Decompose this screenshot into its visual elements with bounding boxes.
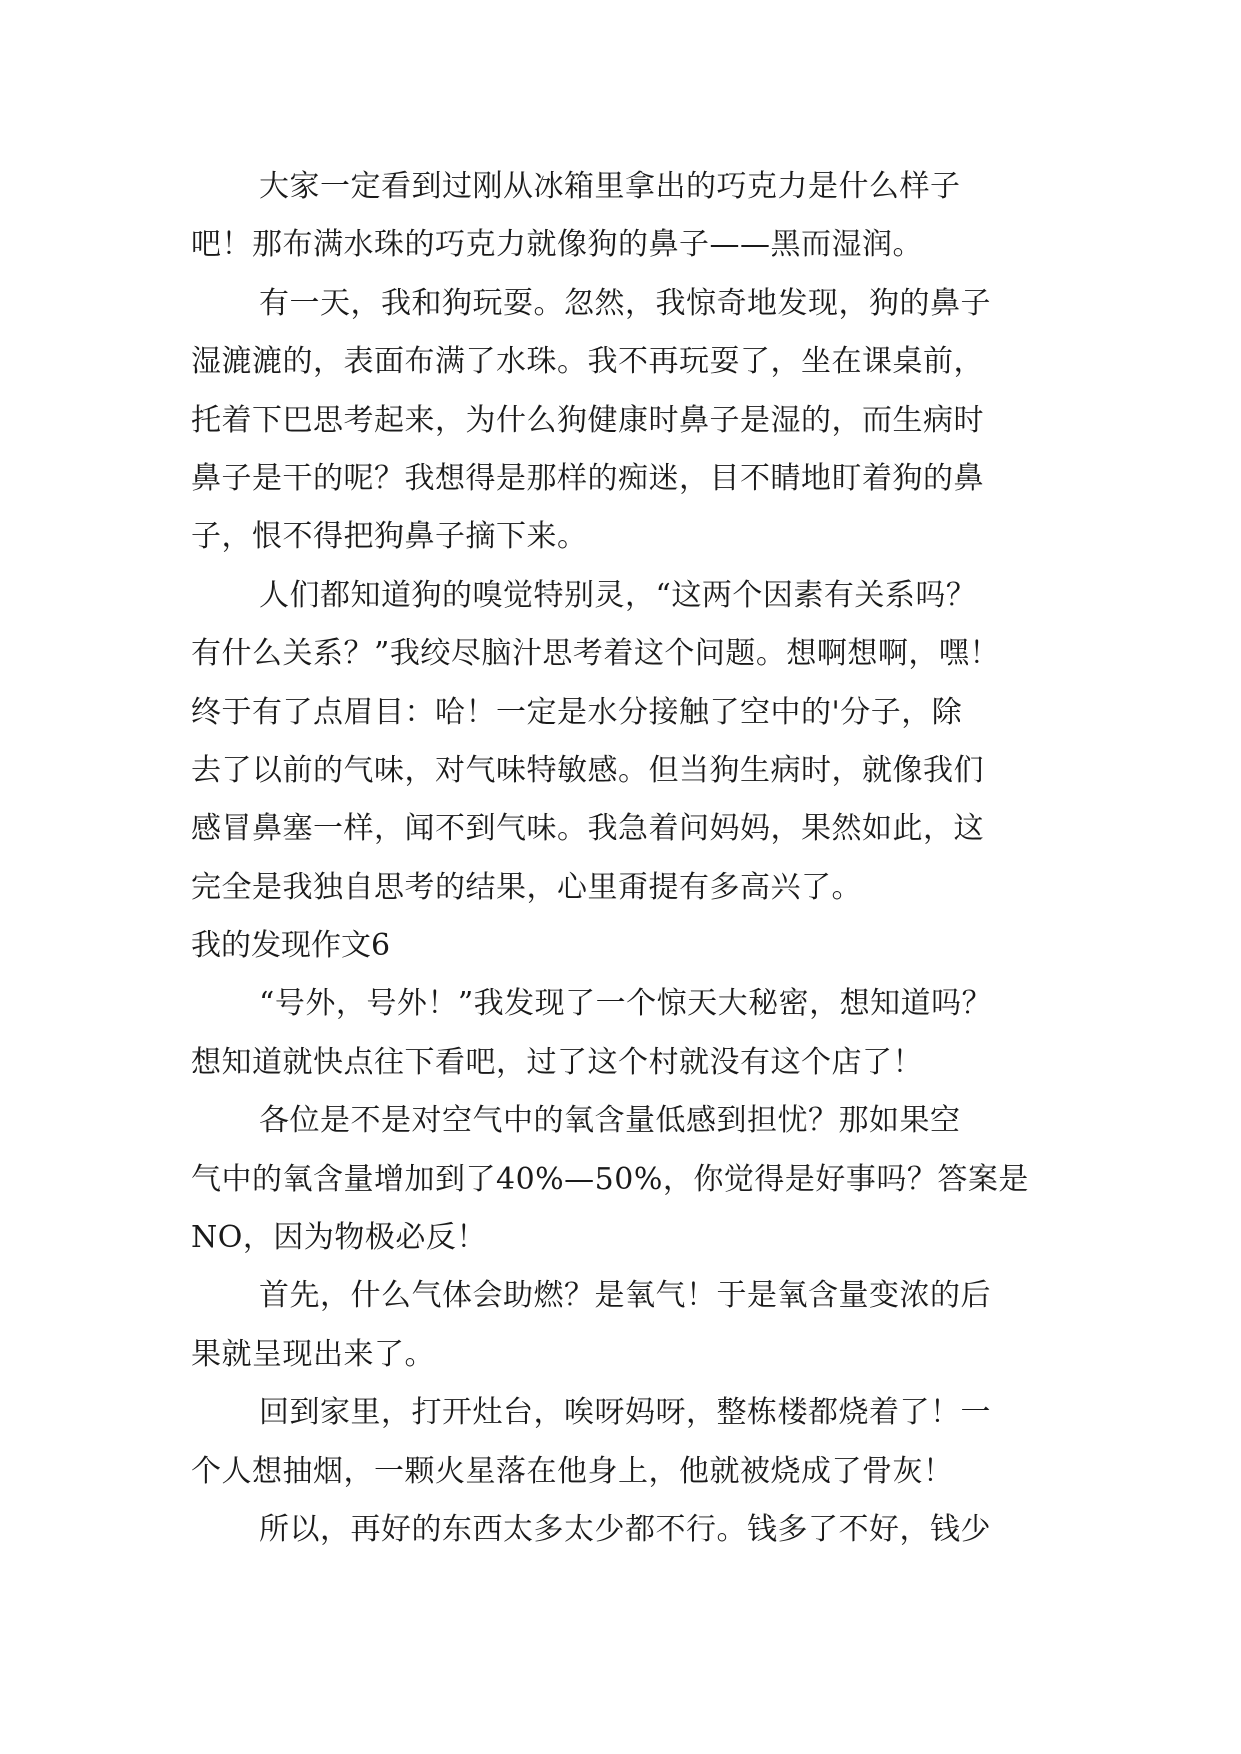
paragraph-line: 各位是不是对空气中的氧含量低感到担忧？那如果空 — [259, 1103, 961, 1139]
paragraph-line: 果就呈现出来了。 — [191, 1336, 435, 1372]
paragraph-line: 有一天，我和狗玩耍。忽然，我惊奇地发现，狗的鼻子 — [259, 285, 991, 321]
paragraph-line: 湿漉漉的，表面布满了水珠。我不再玩耍了，坐在课桌前， — [191, 344, 984, 380]
paragraph-line: 完全是我独自思考的结果，心里甭提有多高兴了。 — [191, 869, 862, 905]
paragraph-line: 所以，再好的东西太多太少都不行。钱多了不好，钱少 — [259, 1511, 991, 1547]
paragraph-line: 气中的氧含量增加到了40%—50%，你觉得是好事吗？答案是 — [191, 1161, 1029, 1197]
paragraph-line: 鼻子是干的呢？我想得是那样的痴迷，目不睛地盯着狗的鼻 — [191, 460, 984, 496]
paragraph-line: 托着下巴思考起来，为什么狗健康时鼻子是湿的，而生病时 — [191, 402, 984, 438]
paragraph-line: 感冒鼻塞一样，闻不到气味。我急着问妈妈，果然如此，这 — [191, 811, 984, 847]
paragraph-line: 首先，什么气体会助燃？是氧气！于是氧含量变浓的后 — [259, 1278, 991, 1314]
paragraph-line: 回到家里，打开灶台，唉呀妈呀，整栋楼都烧着了！一 — [259, 1395, 991, 1431]
paragraph-line: 人们都知道狗的嗅觉特别灵，“这两个因素有关系吗？ — [259, 577, 977, 613]
paragraph-line: 想知道就快点往下看吧，过了这个村就没有这个店了！ — [191, 1044, 923, 1080]
paragraph-line: 有什么关系？”我绞尽脑汁思考着这个问题。想啊想啊，嘿！ — [191, 636, 1000, 672]
essay-body — [191, 158, 1051, 1559]
paragraph-line: 去了以前的气味，对气味特敏感。但当狗生病时，就像我们 — [191, 752, 984, 788]
paragraph-line: NO，因为物极必反！ — [191, 1220, 487, 1256]
paragraph-line: 个人想抽烟，一颗火星落在他身上，他就被烧成了骨灰！ — [191, 1453, 954, 1489]
paragraph-line: 子，恨不得把狗鼻子摘下来。 — [191, 519, 588, 555]
paragraph-line: “号外，号外！”我发现了一个惊天大秘密，想知道吗？ — [259, 986, 993, 1022]
section-title: 我的发现作文6 — [191, 928, 391, 964]
paragraph-line: 大家一定看到过刚从冰箱里拿出的巧克力是什么样子 — [259, 169, 961, 204]
paragraph-line: 吧！那布满水珠的巧克力就像狗的鼻子——黑而湿润。 — [191, 227, 923, 263]
paragraph-line: 终于有了点眉目：哈！一定是水分接触了空中的'分子，除 — [191, 694, 963, 730]
